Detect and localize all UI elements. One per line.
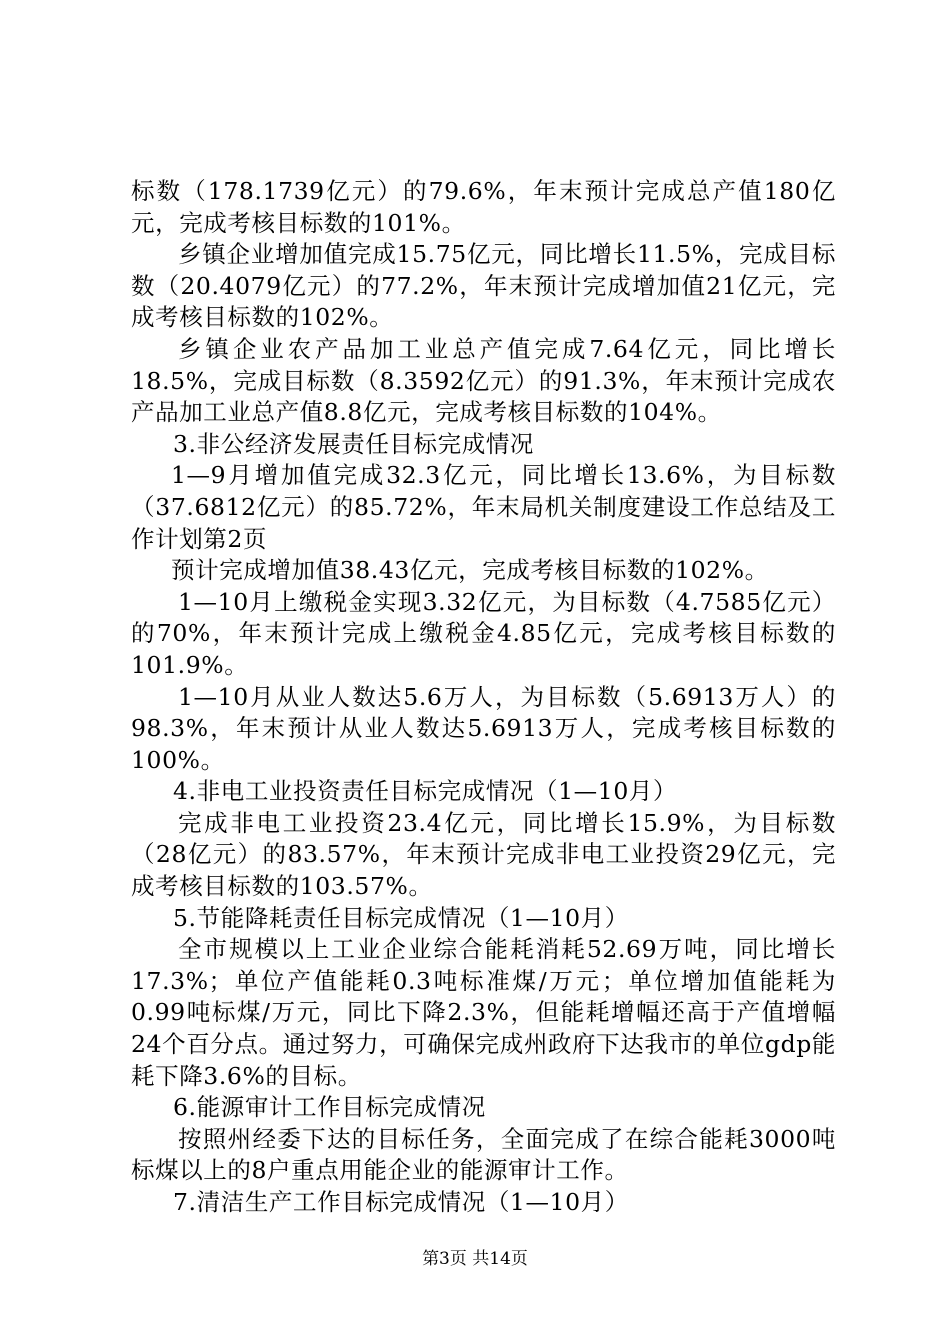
section-heading-5: 5.节能降耗责任目标完成情况（1—10月） [173, 903, 629, 932]
section-heading-6: 6.能源审计工作目标完成情况 [173, 1093, 486, 1122]
paragraph-energy-audit: 按照州经委下达的目标任务，全面完成了在综合能耗3000吨标煤以上的8户重点用能企业的能源审计工作。 [131, 1124, 836, 1185]
paragraph-township-value-added: 乡镇企业增加值完成15.75亿元，同比增长11.5%，完成目标数（20.4079亿元）的77.2%，年末预计完成增加值21亿元，完成考核目标数的102%。 [131, 240, 836, 332]
paragraph-continuation: 标数（178.1739亿元）的79.6%，年末预计完成总产值180亿元，完成考核目标数的101%。 [131, 177, 836, 237]
paragraph-industrial-investment: 完成非电工业投资23.4亿元，同比增长15.9%，为目标数（28亿元）的83.57%，年末预计完成非电工业投资29亿元，完成考核目标数的103.57%。 [131, 808, 836, 901]
section-heading-3: 3.非公经济发展责任目标完成情况 [173, 429, 535, 458]
page-footer: 第3页 共14页 [422, 1249, 528, 1269]
paragraph-nonpublic-value-added: 1—9月增加值完成32.3亿元，同比增长13.6%，为目标数（37.6812亿元）的85.72%，年末局机关制度建设工作总结及工作计划第2页 [131, 461, 836, 553]
paragraph-projected-value-added: 预计完成增加值38.43亿元，完成考核目标数的102%。 [171, 556, 769, 585]
paragraph-energy-saving: 全市规模以上工业企业综合能耗消耗52.69万吨，同比增长17.3%；单位产值能耗0.3吨标准煤/万元；单位增加值能耗为0.99吨标煤/万元，同比下降2.3%，但能耗增幅还高于产值增幅24个百分点。通过努力，可确保完成州政府下达我市的单位gdp能耗下降3.6%的目标。 [131, 935, 836, 1090]
section-heading-4: 4.非电工业投资责任目标完成情况（1—10月） [173, 777, 678, 806]
paragraph-employment: 1—10月从业人数达5.6万人，为目标数（5.6913万人）的98.3%，年末预计从业人数达5.6913万人，完成考核目标数的100%。 [131, 682, 836, 774]
document-body [131, 176, 836, 1219]
paragraph-taxes: 1—10月上缴税金实现3.32亿元，为目标数（4.7585亿元）的70%，年末预计完成上缴税金4.85亿元，完成考核目标数的101.9%。 [131, 587, 836, 679]
section-heading-7: 7.清洁生产工作目标完成情况（1—10月） [173, 1188, 629, 1216]
paragraph-agri-processing: 乡镇企业农产品加工业总产值完成7.64亿元，同比增长18.5%，完成目标数（8.3592亿元）的91.3%，年末预计完成农产品加工业总产值8.8亿元，完成考核目标数的104%。 [131, 334, 836, 427]
